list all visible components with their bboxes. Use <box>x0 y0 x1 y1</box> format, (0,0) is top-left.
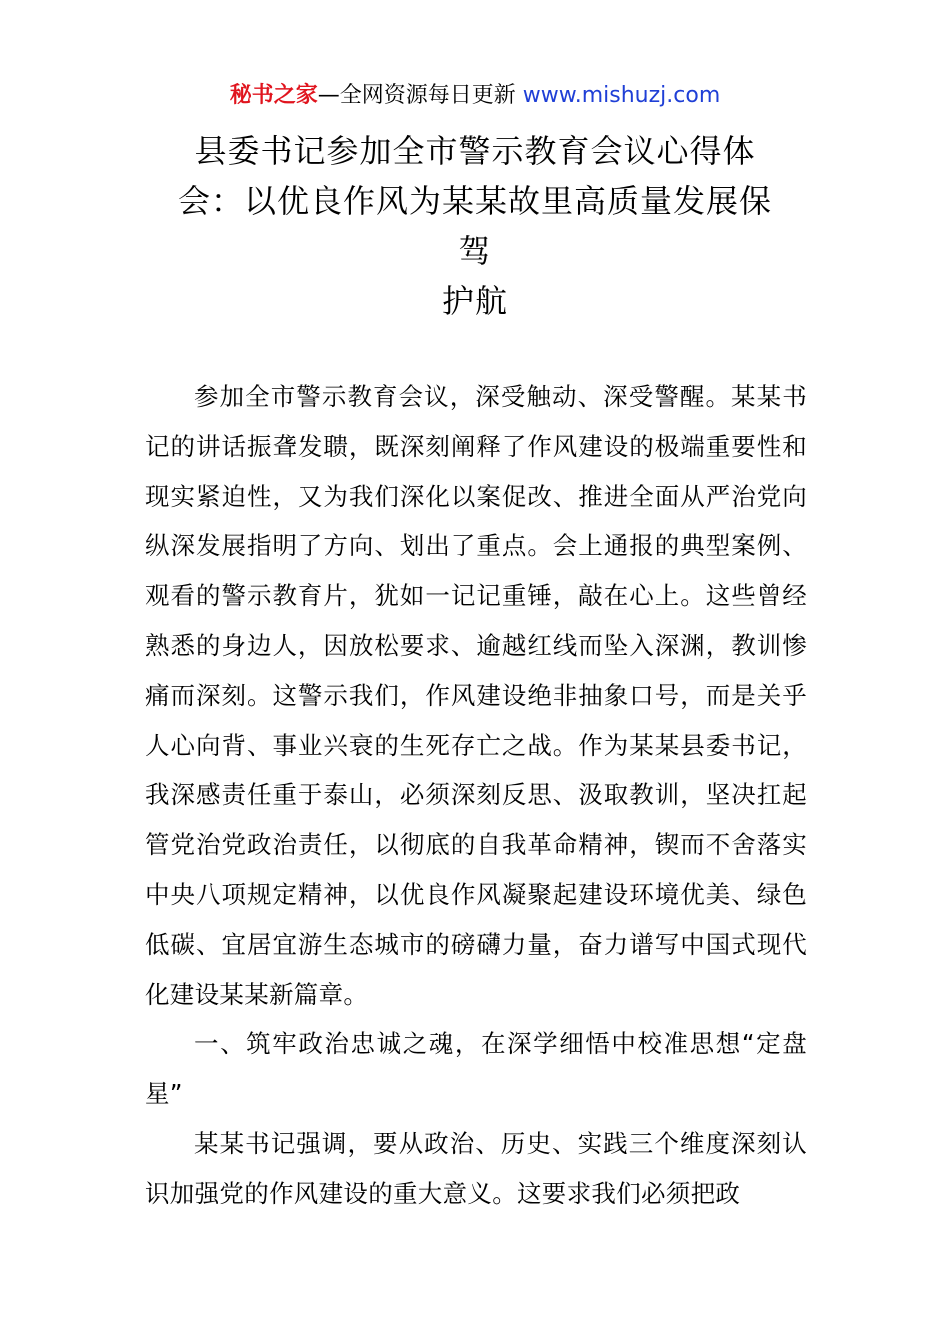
title-line: 县委书记参加全市警示教育会议心得体 <box>194 132 756 170</box>
document-title <box>145 126 805 326</box>
banner-tagline: —全网资源每日更新 <box>317 83 523 108</box>
section-heading: 一、筑牢政治忠诚之魂，在深学细悟中校准思想“定盘星” <box>145 1029 807 1109</box>
title-line: 会：以优良作风为某某故里高质量发展保 <box>177 182 772 220</box>
site-banner <box>0 82 950 110</box>
intro-paragraph: 参加全市警示教育会议，深受触动、深受警醒。某某书记的讲话振聋发聩，既深刻阐释了作风建设的极端重要性和现实紧迫性，又为我们深化以案促改、推进全面从严治党向纵深发展指明了方向、划出了重点。会上通报的典型案例、观看的警示教育片，犹如一记记重锤，敲在心上。这些曾经熟悉的身边人，因放松要求、逾越红线而坠入深渊，教训惨痛而深刻。这警示我们，作风建设绝非抽象口号，而是关乎人心向背、事业兴衰的生死存亡之战。作为某某县委书记，我深感责任重于泰山，必须深刻反思、汲取教训，坚决扛起管党治党政治责任，以彻底的自我革命精神，锲而不舍落实中央八项规定精神，以优良作风凝聚起建设环境优美、绿色低碳、宜居宜游生态城市的磅礴力量，奋力谱写中国式现代化建设某某新篇章。 <box>145 382 807 1009</box>
body-paragraph: 某某书记强调，要从政治、历史、实践三个维度深刻认识加强党的作风建设的重大意义。这要求我们必须把政 <box>145 1128 807 1208</box>
site-url[interactable]: www.mishuzj.com <box>522 83 721 108</box>
brand-name: 秘书之家 <box>229 83 318 108</box>
title-line: 驾 <box>458 232 492 270</box>
title-line: 护航 <box>441 282 508 320</box>
document-body <box>145 372 807 1219</box>
